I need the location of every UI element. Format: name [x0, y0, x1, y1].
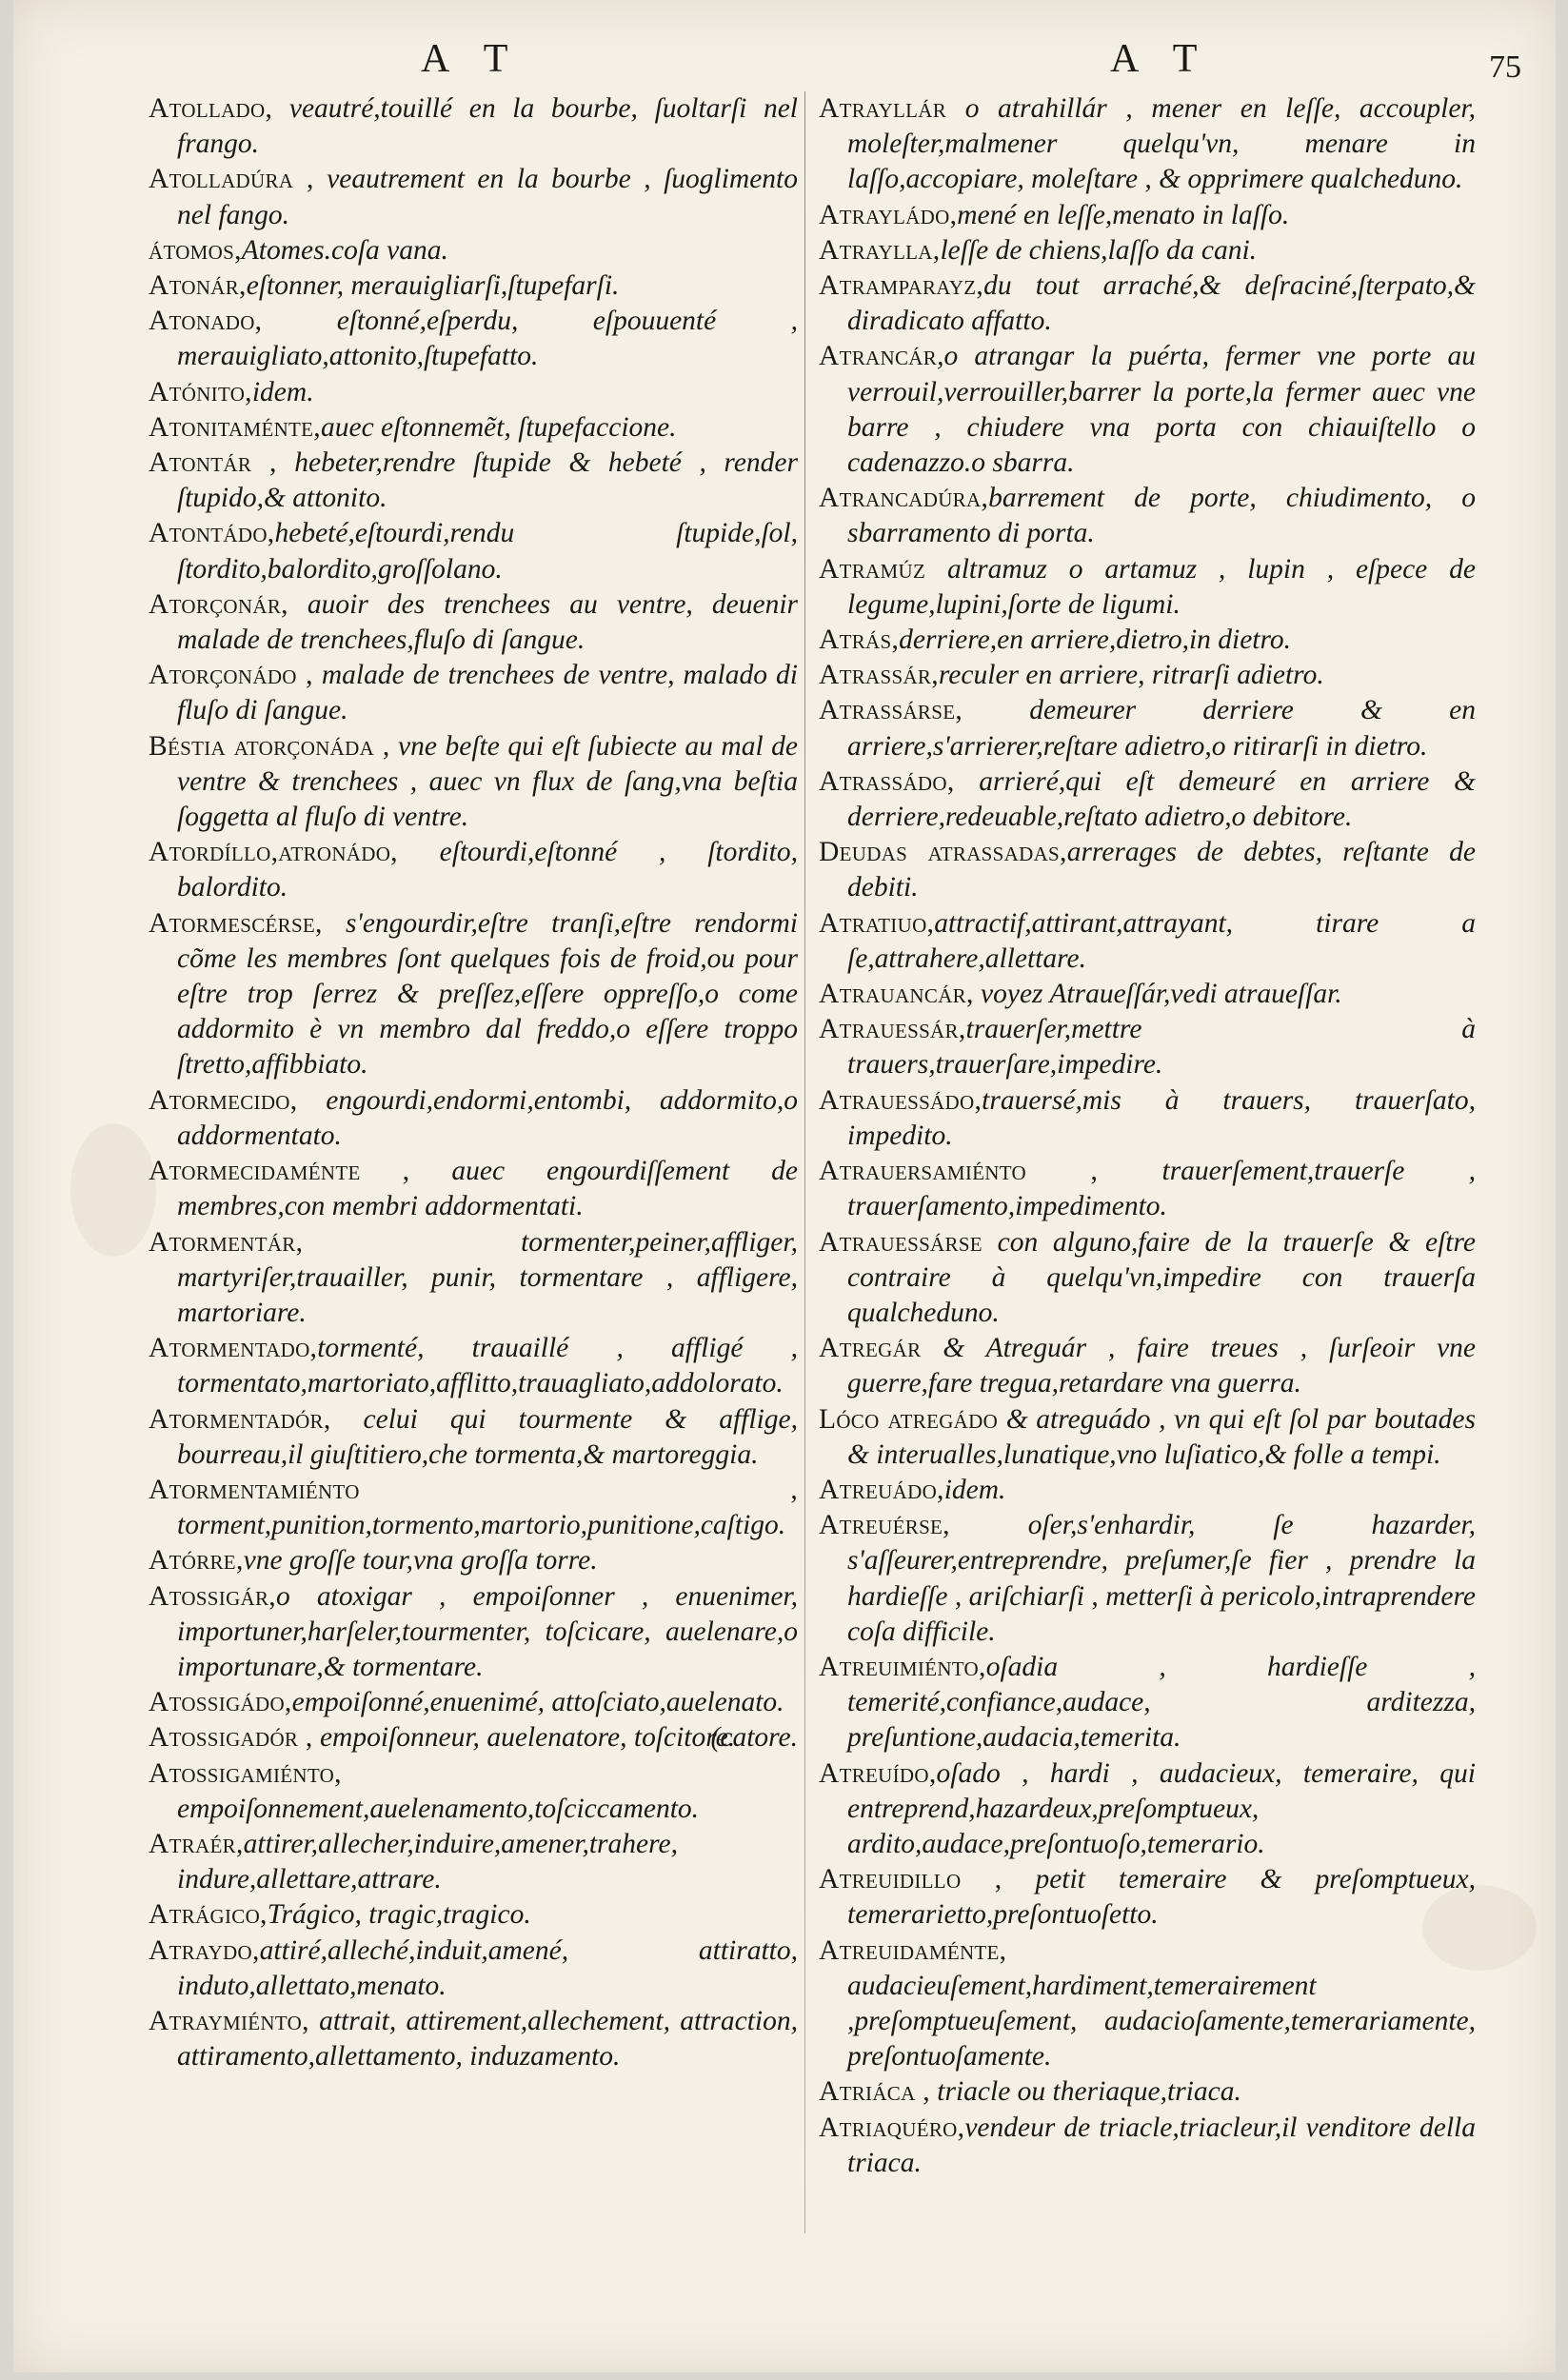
- french-gloss: eſtourdi,eſtonné ,: [397, 837, 666, 868]
- french-gloss: attractif,attirant,attrayant,: [934, 907, 1234, 939]
- italian-gloss: il giuſtitiero,che tormenta,& martoreggia.: [288, 1438, 759, 1470]
- italian-gloss: vna beſtia ſoggetta al fluſo di ventre.: [177, 765, 798, 833]
- dictionary-entry: [149, 835, 798, 905]
- italian-gloss: reſtante de debiti.: [847, 837, 1476, 903]
- dictionary-entry: [819, 693, 1476, 764]
- dictionary-entry: [149, 1720, 798, 1755]
- french-gloss: demeurer derriere & en arriere,s'arrierer,: [847, 695, 1476, 762]
- headword: Atoſſigadór ,: [149, 1722, 313, 1754]
- french-gloss: hardieſſe , temerité,confiance,audace,: [847, 1651, 1476, 1718]
- french-gloss: trauerſer,mettre à trauers,: [847, 1014, 1476, 1081]
- italian-gloss: ſterpato,& diradicato affatto.: [847, 270, 1476, 337]
- headword: Atormentadór,: [149, 1403, 331, 1435]
- headword: Atormentamiénto ,: [149, 1474, 798, 1505]
- italian-gloss: trahere, indure,allettare,attrare.: [177, 1828, 678, 1895]
- italian-gloss: attiramento,allettamento, induzamento.: [177, 2041, 621, 2073]
- italian-gloss: ariſchiarſi , metterſi à pericolo,intraprendere coſa difficile.: [847, 1580, 1476, 1647]
- headword: Lóco atregádo: [819, 1403, 999, 1435]
- headword: Atordíllo,atronádo,: [149, 837, 398, 868]
- left-column: [149, 91, 798, 2074]
- dictionary-entry: [819, 1402, 1476, 1473]
- dictionary-entry: [819, 268, 1476, 339]
- dictionary-entry: [819, 1083, 1476, 1154]
- italian-gloss: tormento,martorio,punitione,caſtigo.: [371, 1510, 786, 1541]
- french-gloss: s'engourdir,eſtre tranſi,eſtre rendormi cõme les membres ſont quelques fois de froid,ou pour eſtre trop ſerrez & preſſez,: [177, 907, 798, 1010]
- headword: Atreuidaménte,: [819, 1934, 1007, 1966]
- headword: Atolladúra ,: [149, 164, 314, 195]
- headword: Atorçonár,: [149, 588, 288, 620]
- italian-gloss: vno luſiatico,& folle a tempi.: [1116, 1438, 1441, 1470]
- dictionary-entry: [149, 410, 798, 446]
- italian-gloss: & atreguádo ,: [998, 1403, 1175, 1435]
- dictionary-entry: [149, 268, 798, 304]
- headword: Atrás,: [819, 625, 900, 656]
- column-rule: [804, 91, 805, 2233]
- italian-gloss: ſtordito, balordito.: [177, 837, 798, 903]
- italian-gloss: reſtare adietro,o ritirarſi in dietro.: [1042, 730, 1428, 762]
- french-gloss: petit temeraire & preſomptueux,: [1002, 1864, 1476, 1895]
- dictionary-entry: [149, 729, 798, 836]
- headword: Atontár ,: [149, 447, 277, 479]
- page-number: 75: [1489, 50, 1521, 85]
- italian-gloss: fluſo di ſangue.: [413, 625, 586, 656]
- dictionary-entry: [149, 1897, 798, 1933]
- dictionary-entry: [149, 516, 798, 586]
- headword: Atraſſárſe,: [819, 695, 963, 726]
- dictionary-entry: [819, 2111, 1476, 2181]
- italian-gloss: oſadia ,: [985, 1651, 1267, 1682]
- headword: Atonado,: [149, 306, 263, 337]
- headword: Atreuído,: [819, 1757, 937, 1789]
- headword: Atreuádo,: [819, 1474, 944, 1505]
- headword: Atraſſár,: [819, 660, 939, 691]
- french-gloss: derriere,en arriere,: [899, 625, 1117, 656]
- italian-gloss: Trágico,: [267, 1899, 369, 1931]
- italian-gloss: chiudere vna porta con chiauiſtello o cadenazzo.o sbarra.: [847, 411, 1476, 479]
- dictionary-entry: [819, 1012, 1476, 1082]
- french-gloss: oſer,s'enhardir, ſe hazarder, s'aſſeurer,entreprendre, preſumer,ſe fier , prendre la hardieſſe ,: [847, 1510, 1476, 1612]
- italian-gloss: triaca.: [1167, 2076, 1241, 2108]
- headword: Atratiuo,: [819, 907, 935, 939]
- headword: Deudas atraſſadas,: [819, 837, 1067, 868]
- dictionary-entry: [149, 1934, 798, 2004]
- dictionary-entry: [149, 1225, 798, 1332]
- italian-gloss: trauerſare,impedire.: [935, 1049, 1163, 1081]
- dictionary-entry: [149, 587, 798, 658]
- italian-gloss: temerarietto,preſontuoſetto.: [847, 1899, 1159, 1931]
- french-gloss: hardi , audacieux, temeraire, qui entreprend,hazardeux,preſomptueux,: [847, 1757, 1476, 1824]
- headword: Atraueſſárſe: [819, 1226, 982, 1258]
- italian-gloss: o atoxigar ,: [275, 1580, 473, 1612]
- french-gloss: audacieuſement,hardiment,temerairement ,preſomptueuſement,: [847, 1970, 1317, 2036]
- headword: Atórre,: [149, 1545, 244, 1577]
- french-gloss: engourdi,endormi,entombi,: [297, 1084, 632, 1116]
- french-gloss: empoiſonner , enuenimer, importuner,harſeler,tourmenter,: [177, 1580, 799, 1647]
- french-gloss: attrait, attirement,allechement, attraction,: [308, 2005, 798, 2036]
- dictionary-entry: [149, 1827, 798, 1897]
- french-gloss: celui qui tourmente & afflige, bourreau,: [177, 1403, 798, 1470]
- headword: Atraymiénto,: [149, 2005, 309, 2036]
- french-gloss: hebeter,rendre ſtupide & hebeté ,: [276, 447, 706, 479]
- italian-gloss: arditezza, preſuntione,audacia,temerita.: [847, 1687, 1476, 1754]
- dictionary-entry: [819, 1331, 1476, 1401]
- dictionary-entry: [819, 339, 1476, 481]
- dictionary-entry: [149, 1543, 798, 1578]
- page-stain: [70, 1123, 156, 1257]
- italian-gloss: Atraueſſár,vedi atraueſſar.: [1042, 979, 1342, 1010]
- french-gloss: empoiſonné,enuenimé,: [291, 1687, 546, 1718]
- dictionary-entry: [819, 2074, 1476, 2110]
- headword: Atoſſigádo,: [149, 1687, 292, 1718]
- dictionary-entry: [149, 446, 798, 516]
- headword: Atonitaménte,: [149, 411, 321, 443]
- italian-gloss: tirare a ſe,attrahere,allettare.: [847, 907, 1476, 974]
- margin-note: (catore.: [710, 1722, 798, 1754]
- french-gloss: auec eſtonnemẽt,: [320, 411, 511, 443]
- dictionary-entry: [819, 835, 1476, 905]
- french-gloss: attirer,allecher,induire,amener,: [243, 1828, 589, 1859]
- headword: Atreuimiénto,: [819, 1651, 986, 1682]
- dictionary-entry: [149, 375, 798, 410]
- dictionary-entry: [819, 1473, 1476, 1508]
- french-gloss: tormenter,peiner,affliger, martyriſer,trauailler, punir,: [177, 1226, 798, 1293]
- italian-gloss: vna groſſa torre.: [412, 1545, 598, 1577]
- right-column: [819, 91, 1476, 2181]
- french-gloss: veautrement en la bourbe: [313, 164, 631, 195]
- dictionary-entry: [819, 658, 1476, 693]
- dictionary-entry: [149, 91, 798, 162]
- running-head-right: A T: [1110, 37, 1211, 81]
- headword: Atormentado,: [149, 1333, 318, 1364]
- french-gloss: vne groſſe tour,: [243, 1545, 413, 1577]
- headword: Atorçonádo ,: [149, 660, 313, 691]
- headword: Atormecidaménte ,: [149, 1156, 410, 1187]
- italian-gloss: o atrahillár ,: [946, 93, 1152, 124]
- headword: Atramparayz,: [819, 270, 984, 302]
- italian-gloss: laſſo da cani.: [1107, 234, 1258, 266]
- dictionary-entry: [819, 481, 1476, 551]
- italian-gloss: addormito,o addormentato.: [177, 1084, 798, 1151]
- headword: Atormecido,: [149, 1084, 298, 1116]
- french-gloss: triacle ou theriaque,: [929, 2076, 1167, 2108]
- french-gloss: faire de la trauerſe & eſtre contraire à quelqu'vn,: [847, 1226, 1476, 1293]
- italian-gloss: , ſuoglimento nel fango.: [177, 164, 798, 230]
- headword: Atrayládo,: [819, 199, 958, 230]
- french-gloss: leſſe de chiens,: [940, 234, 1108, 266]
- french-gloss: trauersé,mis à trauers,: [982, 1084, 1312, 1116]
- italian-gloss: fare tregua,retardare vna guerra.: [927, 1368, 1301, 1399]
- headword: Atraſſádo,: [819, 765, 955, 797]
- french-gloss: empoiſonneur,: [312, 1722, 480, 1754]
- french-gloss: fermer vne porte au verrouil,verrouiller,barrer la porte,la fermer auec vne barre ,: [847, 341, 1476, 443]
- headword: Atrayllár: [819, 93, 947, 124]
- italian-gloss: menato in laſſo.: [1112, 199, 1290, 230]
- headword: Atormentár,: [149, 1226, 304, 1258]
- italian-gloss: attiratto, induto,allettato,menato.: [177, 1934, 798, 2001]
- dictionary-entry: [819, 1225, 1476, 1332]
- headword: Atregár: [819, 1333, 922, 1364]
- french-gloss: lupin , eſpece de legume,: [847, 553, 1476, 620]
- dictionary-entry: [819, 977, 1476, 1012]
- headword: Atraueſſádo,: [819, 1084, 982, 1116]
- dictionary-entry: [819, 1154, 1476, 1224]
- italian-gloss: malado di fluſo di ſangue.: [177, 660, 798, 726]
- dictionary-entry: [149, 1331, 798, 1401]
- italian-gloss: con alguno,: [982, 1226, 1139, 1258]
- headword: Atrancár: [819, 341, 938, 372]
- italian-gloss: tragico.: [443, 1899, 531, 1931]
- italian-gloss: & Atreguár ,: [921, 1333, 1138, 1364]
- headword: Atriáca ,: [819, 2076, 930, 2108]
- italian-gloss: auelenatore, toſcitore.: [479, 1722, 736, 1754]
- headword: Atraydo,: [149, 1934, 260, 1966]
- dictionary-entry: [149, 1756, 798, 1827]
- headword: Atraér,: [149, 1828, 244, 1859]
- italian-gloss: con membri addormentati.: [284, 1191, 584, 1222]
- italian-gloss: ,o atrangar la puérta,: [937, 341, 1226, 372]
- headword: Atriaquéro,: [819, 2112, 965, 2143]
- french-gloss: auoir des trenchees au ventre, deuenir malade de trenchees,: [177, 588, 798, 656]
- headword: Atrancadúra,: [819, 483, 989, 514]
- dictionary-entry: [819, 1650, 1476, 1756]
- french-gloss: veautré,touillé en la bourbe,: [272, 93, 638, 124]
- dictionary-entry: [149, 1402, 798, 1473]
- italian-gloss: ritrarſi adietro.: [1144, 660, 1324, 691]
- dictionary-entry: [819, 198, 1476, 233]
- french-gloss: arrerages de debtes,: [1066, 837, 1322, 868]
- italian-gloss: eſſere oppreſſo,o come addormito è vn membro dal freddo,o eſſere troppo ſtretto,affibbiato.: [177, 979, 798, 1081]
- italian-gloss: oſado ,: [936, 1757, 1050, 1789]
- headword: átomos,: [149, 234, 242, 266]
- italian-gloss: toſcicare, auelenare,o importunare,& tormentare.: [177, 1616, 798, 1682]
- dictionary-entry: [149, 162, 798, 232]
- headword: Atoſſigár,: [149, 1580, 276, 1612]
- french-gloss: attiré,alleché,induit,amené,: [259, 1934, 569, 1966]
- french-gloss: du tout arraché,& deſraciné,: [983, 270, 1359, 302]
- french-gloss: hebeté,eſtourdi,rendu ſtupide,ſol,: [274, 518, 798, 549]
- french-gloss: voyez: [973, 979, 1043, 1010]
- french-gloss: mener en leſſe, accoupler, moleſter,malmener quelqu'vn,: [847, 93, 1476, 160]
- headword: Atramúz: [819, 553, 926, 585]
- dictionary-entry: [149, 2004, 798, 2074]
- french-gloss: malade de trenchees de ventre,: [312, 660, 675, 691]
- italian-gloss: altramuz o artamuz ,: [925, 553, 1248, 585]
- italian-gloss: reſtato adietro,o debitore.: [1063, 802, 1353, 833]
- french-gloss: auec engourdiſſement de membres,: [177, 1156, 798, 1222]
- dictionary-entry: [149, 1473, 798, 1543]
- dictionary-entry: [149, 304, 798, 374]
- dictionary-entry: [819, 552, 1476, 623]
- french-gloss: torment,punition,: [177, 1510, 372, 1541]
- headword: Atontádo,: [149, 518, 275, 549]
- french-gloss: reculer en arriere,: [938, 660, 1145, 691]
- headword: Atonár,: [149, 270, 247, 302]
- italian-gloss: ſtupefaccione.: [510, 411, 677, 443]
- italian-gloss: ſtordito,balordito,groſſolano.: [177, 553, 503, 585]
- italian-gloss: attoſciato,auelenato.: [545, 1687, 784, 1718]
- italian-gloss: trauerſato, impedito.: [847, 1084, 1476, 1151]
- dictionary-entry: [819, 1934, 1476, 2075]
- italian-gloss: tormentare , affligere, martoriare.: [177, 1261, 798, 1328]
- french-gloss: trauerſement,trauerſe ,: [1098, 1156, 1476, 1187]
- headword: Atónito,: [149, 376, 252, 407]
- headword: Atormeſcérſe,: [149, 907, 323, 939]
- dictionary-entry: [149, 1579, 798, 1686]
- italian-gloss: render ſtupido,& attonito.: [177, 447, 798, 514]
- headword: Atrágico,: [149, 1899, 268, 1931]
- french-gloss: vn qui eſt ſol par boutades & interualles,lunatique,: [847, 1403, 1476, 1470]
- french-gloss: mené en leſſe,: [957, 199, 1113, 230]
- dictionary-entry: [819, 623, 1476, 658]
- dictionary-entry: [819, 233, 1476, 268]
- italian-gloss: idem.: [943, 1474, 1006, 1505]
- french-gloss: empoiſonnement,: [177, 1793, 370, 1824]
- headword: Atrauancár,: [819, 979, 974, 1010]
- italian-gloss: dietro,in dietro.: [1116, 625, 1292, 656]
- headword: Atrauerſamiénto ,: [819, 1156, 1099, 1187]
- italian-gloss: idem.: [251, 376, 314, 407]
- french-gloss: tragic,: [368, 1899, 444, 1931]
- italian-gloss: menare in laſſo,accopiare, moleſtare , & opprimere qualcheduno.: [847, 129, 1476, 195]
- dictionary-entry: [149, 906, 798, 1083]
- dictionary-entry: [149, 233, 798, 268]
- dictionary-entry: [149, 1083, 798, 1154]
- italian-gloss: coſa vana.: [331, 234, 448, 266]
- italian-gloss: il venditore della triaca.: [847, 2112, 1477, 2178]
- italian-gloss: merauigliato,attonito,ſtupefatto.: [177, 341, 539, 372]
- dictionary-page: [13, 0, 1556, 2372]
- french-gloss: eſtonner,: [246, 270, 345, 302]
- dictionary-entry: [819, 906, 1476, 977]
- italian-gloss: merauigliarſi,ſtupefarſi.: [344, 270, 620, 302]
- italian-gloss: tormentato,martoriato,afflitto,trauagliato,addolorato.: [177, 1368, 784, 1399]
- italian-gloss: trauerſamento,impedimento.: [847, 1191, 1167, 1222]
- headword: Atoſſigamiénto,: [149, 1757, 342, 1789]
- french-gloss: vendeur de triacle,triacleur,: [964, 2112, 1282, 2143]
- headword: Béſtia atorçonáda ,: [149, 730, 390, 762]
- headword: Atreuidillo ,: [819, 1864, 1002, 1895]
- dictionary-entry: [819, 764, 1476, 835]
- italian-gloss: auelenamento,toſciccamento.: [369, 1793, 700, 1824]
- dictionary-entry: [819, 91, 1476, 198]
- french-gloss: faire treues , ſurſeoir vne guerre,: [847, 1333, 1477, 1399]
- italian-gloss: lupini,ſorte de ligumi.: [935, 588, 1181, 620]
- french-gloss: vne beſte qui eſt ſubiecte au mal de ventre & trenchees , auec vn flux de ſang,: [177, 730, 798, 797]
- running-head-left: A T: [421, 37, 522, 81]
- dictionary-entry: [149, 658, 798, 728]
- headword: Atraueſſár,: [819, 1014, 966, 1045]
- dictionary-entry: [819, 1756, 1476, 1863]
- dictionary-entry: [819, 1862, 1476, 1933]
- italian-gloss: chiudimento, o sbarramento di porta.: [847, 483, 1476, 549]
- french-gloss: barrement de porte,: [988, 483, 1257, 514]
- italian-gloss: audacioſamente,temerariamente, preſontuoſamente.: [847, 2005, 1476, 2073]
- headword: Atollado,: [149, 93, 273, 124]
- french-gloss: tormenté, trauaillé , affligé ,: [317, 1333, 798, 1364]
- italian-gloss: impedire con trauerſa qualcheduno.: [847, 1261, 1477, 1328]
- french-gloss: arrieré,qui eſt demeuré en arriere & derriere,redeuable,: [847, 765, 1476, 833]
- headword: Atreuérſe,: [819, 1510, 950, 1541]
- headword: Atraylla,: [819, 234, 941, 266]
- italian-gloss: ſuoltarſi nel frango.: [177, 93, 799, 160]
- dictionary-entry: [149, 1154, 798, 1224]
- french-gloss: eſtonné,eſperdu, eſpouuenté ,: [262, 306, 798, 337]
- italian-gloss: ardito,audace,preſontuoſo,temerario.: [847, 1828, 1265, 1859]
- french-gloss: Atomes.: [241, 234, 331, 266]
- dictionary-entry: [819, 1508, 1476, 1650]
